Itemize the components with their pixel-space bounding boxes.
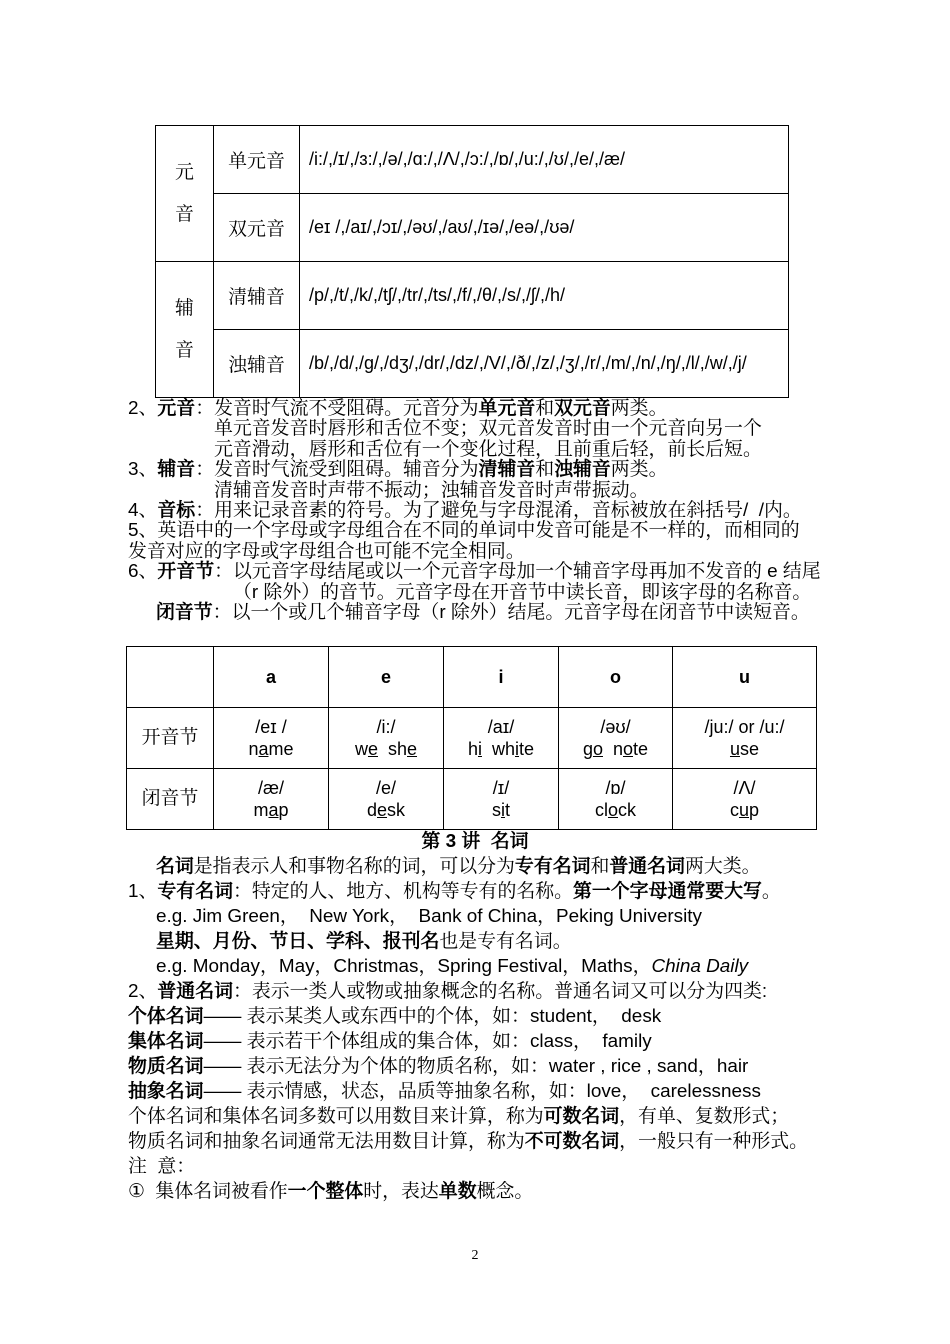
note-line [128,542,822,562]
bold-text: 专有名词 [514,856,591,877]
lesson-section [128,829,822,1204]
header-cell: u [673,647,817,708]
ipa-text: /ɪ/ [492,778,510,798]
ipa-text: /eɪ / [255,717,287,737]
text-segment: 3、 [128,459,158,481]
text-segment: 和 [535,398,555,419]
bold-text: 第一个字母通常要大写 [573,881,762,902]
note-line [128,583,822,603]
row-label: 开音节 [127,708,214,769]
syllable-table [126,646,817,830]
bold-text: 普通名词 [609,856,685,877]
header-cell: e [329,647,444,708]
bold-text: 物质名词 [128,1056,204,1077]
lesson-line [128,1004,822,1029]
lesson-line [128,1079,822,1104]
bold-text: 专有名词 [157,881,233,902]
underlined-letters: i [500,800,505,820]
example-word [329,799,443,821]
category-cell-vowel [156,126,214,262]
lesson-line [128,1154,822,1179]
text-segment: —— 表示某类人或东西中的个体，如：student， desk [203,1006,662,1027]
table-cell [214,708,329,769]
text-segment: cl [594,800,608,820]
example-word [214,738,328,760]
type-cell: 单元音 [214,126,300,194]
example-word [559,738,672,760]
bold-text: 可数名词 [543,1106,620,1127]
underlined-letters: e [377,800,388,820]
text-segment: sk [387,800,406,820]
underlined-letters: e [367,739,378,759]
bold-text: 清辅音 [478,459,536,481]
text-segment: c [729,800,739,820]
table-row-open-syllable [127,708,817,769]
ipa-text: /Λ/ [733,778,756,798]
bold-text: 名词 [156,856,194,877]
type-cell: 浊辅音 [214,330,300,398]
text-segment: n [602,739,623,759]
underlined-letters: u [729,739,740,759]
page-number: 2 [471,1248,479,1263]
empty-header-cell [127,647,214,708]
text-segment: 5、英语中的一个字母或字母组合在不同的单词中发音可能是不一样的，而相同的 [128,520,800,542]
table-header-row [127,647,817,708]
ipa-text: /ju:/ or /u:/ [704,717,785,737]
text-segment: 发音对应的字母或字母组合也可能不完全相同。 [128,540,525,562]
lesson-title: 第 3 讲 名词 [421,831,529,852]
example-word [673,738,816,760]
text-segment: 注 意： [128,1156,196,1177]
lesson-line [128,854,822,879]
example-word [444,738,558,760]
header-cell: o [559,647,673,708]
bold-text: 闭音节 [156,602,213,624]
symbols-cell: /eɪ /,/aɪ/,/ɔɪ/,/əʊ/,/aʊ/,/ɪə/,/eə/,/ʊə/ [300,194,789,262]
example-word [559,799,672,821]
lesson-line [128,904,822,929]
text-segment: 。 [761,881,781,902]
text-segment: ：发音时气流不受阻碍。元音分为 [195,398,479,419]
underlined-letters: a [268,800,279,820]
phonetic-table [155,125,789,398]
bold-text: 单元音 [478,398,536,419]
table-cell [329,769,444,830]
type-cell: 清辅音 [214,262,300,330]
ipa-text: /əʊ/ [600,717,631,737]
text-segment: 时，表达 [363,1181,439,1202]
table-row-closed-syllable [127,769,817,830]
underlined-letters: o [607,800,618,820]
text-segment: 1、 [128,881,158,902]
text-segment: ：以元音字母结尾或以一个元音字母加一个辅音字母再加不发音的 e 结尾 [214,561,821,583]
text-segment: —— 表示若干个体组成的集合体，如：class， family [203,1031,652,1052]
bold-text: 单数 [438,1181,477,1202]
text-segment: se [740,739,760,759]
ipa-text: /i:/ [376,717,396,737]
category-cell-consonant [156,262,214,398]
note-line [128,481,822,501]
example-word [673,799,816,821]
category-label: 元音 [175,161,194,225]
text-segment: —— 表示情感，状态，品质等抽象名称，如：love， carelessness [203,1081,761,1102]
note-line [128,521,822,541]
text-segment: 物质名词和抽象名词通常无法用数目计算，称为 [128,1131,525,1152]
lesson-line [128,1029,822,1054]
ipa-text: /æ/ [257,778,284,798]
lesson-line [128,1054,822,1079]
bold-text: 个体名词 [128,1006,204,1027]
underlined-letters: o [623,739,634,759]
lesson-line [128,879,822,904]
symbols-cell: /i:/,/ɪ/,/ɜ:/,/ə/,/ɑ:/,/Λ/,/ɔ:/,/ɒ/,/u:/,/ʊ/,/e/,/æ/ [300,126,789,194]
text-segment: p [749,800,760,820]
type-cell: 双元音 [214,194,300,262]
table-cell [673,708,817,769]
text-segment: me [268,739,294,759]
table-cell [673,769,817,830]
text-segment: 2、 [128,981,158,1002]
bold-text: 星期、月份、节日、学科、报刊名 [156,931,440,952]
table-cell [444,708,559,769]
bold-text: 集体名词 [128,1031,204,1052]
note-line [128,562,822,582]
lesson-line [128,1129,822,1154]
category-label: 辅音 [175,297,194,361]
bold-text: 一个整体 [287,1181,364,1202]
note-line [128,440,822,460]
text-segment: ck [618,800,636,820]
text-segment: ① 集体名词被看作 [128,1181,288,1202]
note-line [128,501,822,521]
table-cell [329,708,444,769]
bold-text: 不可数名词 [524,1131,620,1152]
text-segment: 4、 [128,500,158,522]
text-segment: ，有单、复数形式； [619,1106,790,1127]
text-segment: e.g. Jim Green， New York， Bank of China，Peking University [156,906,702,927]
bold-text: 元音 [157,398,196,419]
text-segment: wh [481,739,515,759]
bold-text: 浊辅音 [554,459,611,481]
text-segment: e.g. Monday，May，Christmas，Spring Festival，Maths， [156,956,652,977]
bold-text: 抽象名词 [128,1081,204,1102]
text-segment: p [278,800,289,820]
text-segment: n [248,739,259,759]
ipa-text: /e/ [375,778,396,798]
text-segment: d [366,800,377,820]
text-segment: sh [377,739,407,759]
table-cell [559,708,673,769]
text-segment: 6、 [128,561,158,583]
text-segment: te [519,739,535,759]
underlined-letters: u [738,800,749,820]
text-segment: 是指表示人和事物名称的词，可以分为 [193,856,515,877]
table-row [156,262,789,330]
text-segment: —— 表示无法分为个体的物质名称，如：water , rice , sand，hair [203,1056,749,1077]
ipa-text: /ɒ/ [605,778,626,798]
text-segment: m [253,800,269,820]
example-word [329,738,443,760]
table-cell [559,769,673,830]
text-segment: 单元音发音时唇形和舌位不变；双元音发音时由一个元音向另一个 [214,418,762,440]
lesson-line [128,1179,822,1204]
underlined-letters: e [407,739,418,759]
text-segment: 个体名词和集体名词多数可以用数目来计算，称为 [128,1106,544,1127]
lesson-line [128,929,822,954]
symbols-cell: /p/,/t/,/k/,/tʃ/,/tr/,/ts/,/f/,/θ/,/s/,/ʃ/,/h/ [300,262,789,330]
text-segment: w [354,739,368,759]
ipa-text: /aɪ/ [487,717,515,737]
bold-text: 辅音 [157,459,196,481]
example-word [214,799,328,821]
lesson-line [128,979,822,1004]
table-row [156,126,789,194]
note-line [128,603,822,623]
text-segment: 清辅音发音时声带不振动；浊辅音发音时声带振动。 [214,479,649,501]
text-segment: g [582,739,593,759]
text-segment: ：特定的人、地方、机构等专有的名称。 [232,881,573,902]
text-segment: ：发音时气流受到阻碍。辅音分为 [195,459,479,481]
row-label: 闭音节 [127,769,214,830]
text-segment: ：表示一类人或物或抽象概念的名称。普通名词又可以分为四类: [232,981,768,1002]
text-segment: 两类。 [610,459,668,481]
text-segment: 和 [590,856,610,877]
bold-text: 开音节 [157,561,215,583]
underlined-letters: i [515,739,519,759]
underlined-letters: o [592,739,603,759]
bold-text: 普通名词 [157,981,233,1002]
example-word [444,799,558,821]
underlined-letters: i [477,739,482,759]
header-cell: a [214,647,329,708]
text-segment: 元音滑动，唇形和舌位有一个变化过程，且前重后轻，前长后短。 [214,438,762,460]
lesson-line [128,954,822,979]
text-segment: s [491,800,501,820]
bold-text: 双元音 [554,398,611,419]
text-segment: ：以一个或几个辅音字母（r 除外）结尾。元音字母在闭音节中读短音。 [212,602,810,624]
text-segment: h [467,739,478,759]
symbols-cell: /b/,/d/,/g/,/dʒ/,/dr/,/dz/,/V/,/ð/,/z/,/ʒ/,/r/,/m/,/n/,/ŋ/,/l/,/w/,/j/ [300,330,789,398]
text-segment: 2、 [128,398,158,419]
header-cell: i [444,647,559,708]
text-segment: t [504,800,510,820]
table-row [156,194,789,262]
lesson-line [128,1104,822,1129]
text-segment: 概念。 [476,1181,534,1202]
italic-text: China Daily [651,956,749,977]
text-segment: te [633,739,649,759]
table-cell [444,769,559,830]
text-segment: 两类。 [610,398,668,419]
note-line [128,460,822,480]
phonetics-notes [128,399,822,623]
table-row [156,330,789,398]
text-segment: 和 [535,459,555,481]
note-line [128,399,822,419]
text-segment: 也是专有名词。 [439,931,572,952]
text-segment: （r 除外）的音节。元音字母在开音节中读长音，即该字母的名称音。 [233,581,812,603]
text-segment: ，一般只有一种形式。 [619,1131,809,1152]
bold-text: 音标 [157,500,196,522]
table-cell [214,769,329,830]
text-segment: ：用来记录音素的符号。为了避免与字母混淆，音标被放在斜括号/ /内。 [195,500,802,522]
underlined-letters: a [258,739,269,759]
note-line [128,419,822,439]
text-segment: 两大类。 [684,856,761,877]
